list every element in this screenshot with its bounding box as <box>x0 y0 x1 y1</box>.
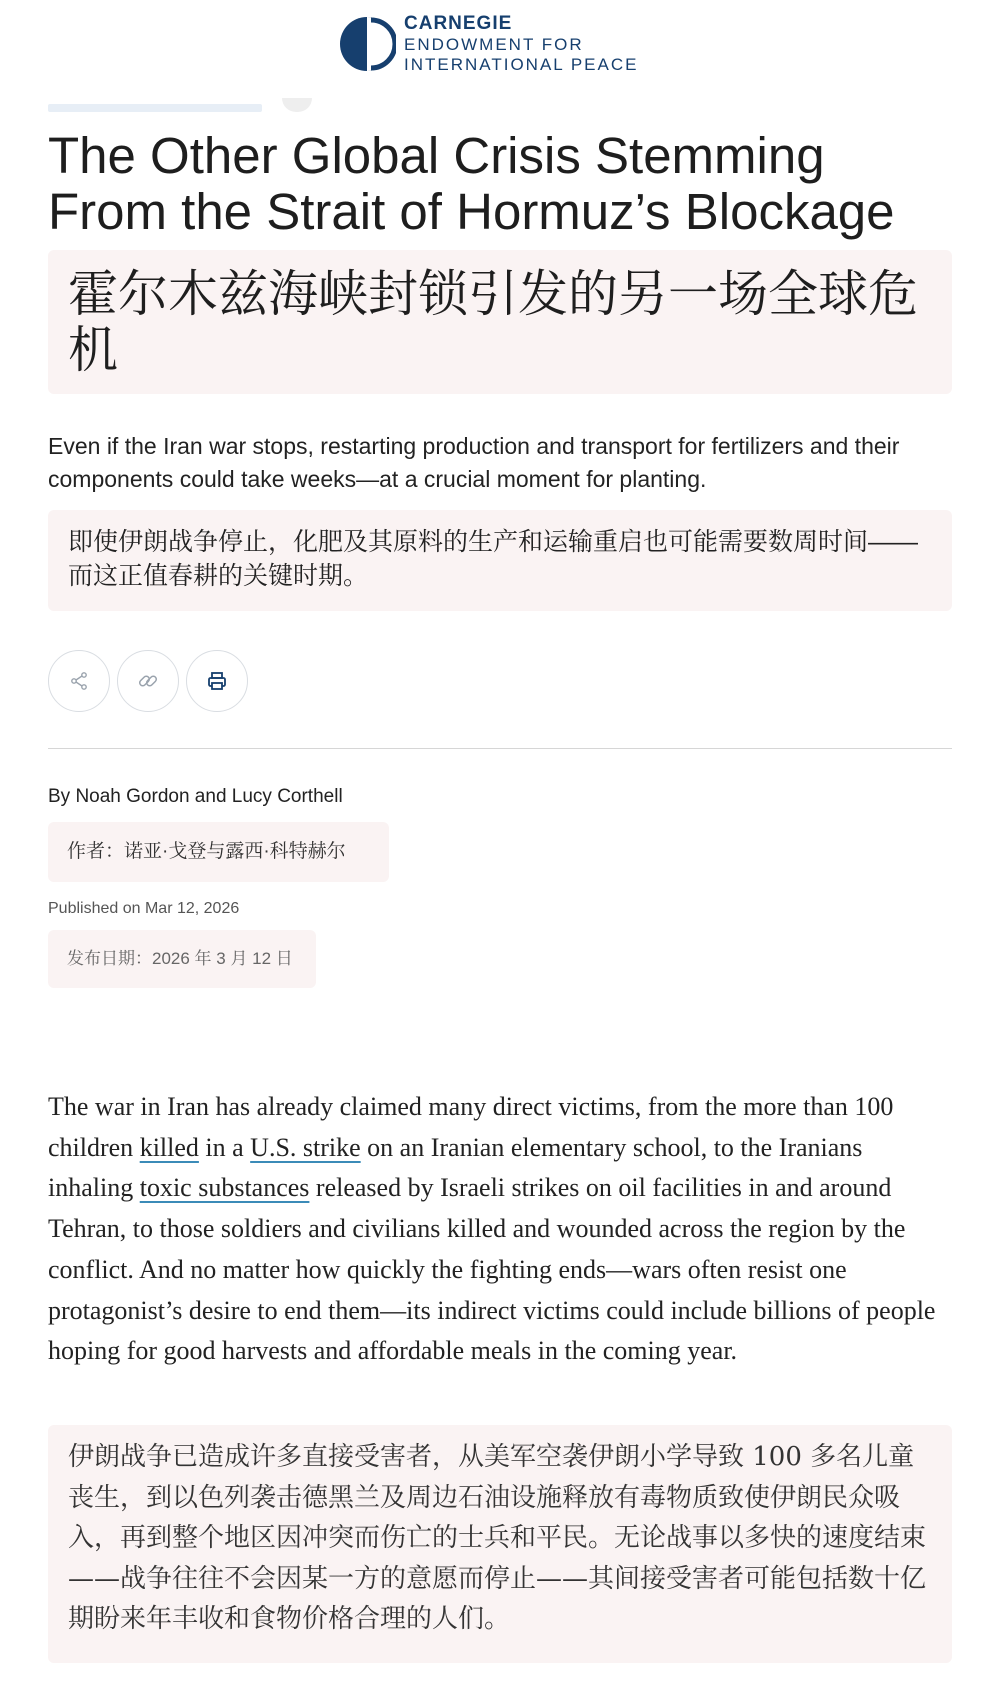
link-killed[interactable]: killed <box>139 1132 199 1162</box>
link-us-strike[interactable]: U.S. strike <box>250 1132 361 1162</box>
section-divider <box>48 748 952 749</box>
body-text: on an Iranian elementary school, to the Iranians inhaling <box>48 1132 863 1203</box>
share-icon <box>69 671 89 691</box>
article-byline-translation: 作者：诺亚·戈登与露西·科特赫尔 <box>48 822 389 882</box>
print-button[interactable] <box>186 650 248 712</box>
publish-date: Published on Mar 12, 2026 <box>48 900 240 917</box>
carnegie-logo-mark-icon <box>338 15 396 73</box>
logo-line-1: CARNEGIE <box>404 13 513 34</box>
body-text: The war in Iran has already claimed many direct victims, from the more than 100 children <box>48 1092 894 1162</box>
link-toxic-substances[interactable]: toxic substances <box>139 1173 310 1203</box>
article-body-translation: 伊朗战争已造成许多直接受害者，从美军空袭伊朗小学导致 100 多名儿童丧生，到以色列袭击德黑兰及周边石油设施释放有毒物质致使伊朗民众吸入，再到整个地区因冲突而伤亡的士兵和平民。无论战事以多快的速度结束——战争往往不会因某一方的意愿而停止——其间接受害者可能包括数十亿期盼来年丰收和食物价格合理的人们。 <box>48 1425 952 1663</box>
logo-line-2: ENDOWMENT FOR <box>404 35 584 54</box>
scrolled-button-remnant <box>282 98 312 112</box>
publish-date-translation: 发布日期：2026 年 3 月 12 日 <box>48 930 316 988</box>
article-subtitle-translation: 即使伊朗战争停止，化肥及其原料的生产和运输重启也可能需要数周时间——而这正值春耕的关键时期。 <box>48 510 952 611</box>
scrolled-tag-remnant <box>48 104 262 112</box>
copy-link-button[interactable] <box>117 650 179 712</box>
body-text: in a <box>198 1132 251 1162</box>
carnegie-logo-text <box>404 14 638 73</box>
article-actions <box>48 650 248 712</box>
article-title-translation: 霍尔木兹海峡封锁引发的另一场全球危机 <box>48 250 952 394</box>
article-subtitle: Even if the Iran war stops, restarting production and transport for fertilizers and their components could take weeks—at a crucial moment for planting. <box>48 433 900 492</box>
carnegie-logo[interactable] <box>338 14 638 73</box>
article-body-paragraph <box>48 1087 952 1372</box>
body-text: released by Israeli strikes on oil facilities in and around Tehran, to those soldiers and civilians killed and wounded across the region by the conflict. And no matter how quickly the fighting ends—wars often resist one protagonist’s desire to end them—its indirect victims could include billions of people hoping for good harvests and affordable meals in the coming year. <box>48 1173 936 1366</box>
article-title: The Other Global Crisis Stemming From the Strait of Hormuz’s Blockage <box>48 127 895 240</box>
link-icon <box>137 670 159 692</box>
print-icon <box>206 670 228 692</box>
article-byline: By Noah Gordon and Lucy Corthell <box>48 786 343 807</box>
logo-line-3: INTERNATIONAL PEACE <box>404 55 639 74</box>
share-button[interactable] <box>48 650 110 712</box>
